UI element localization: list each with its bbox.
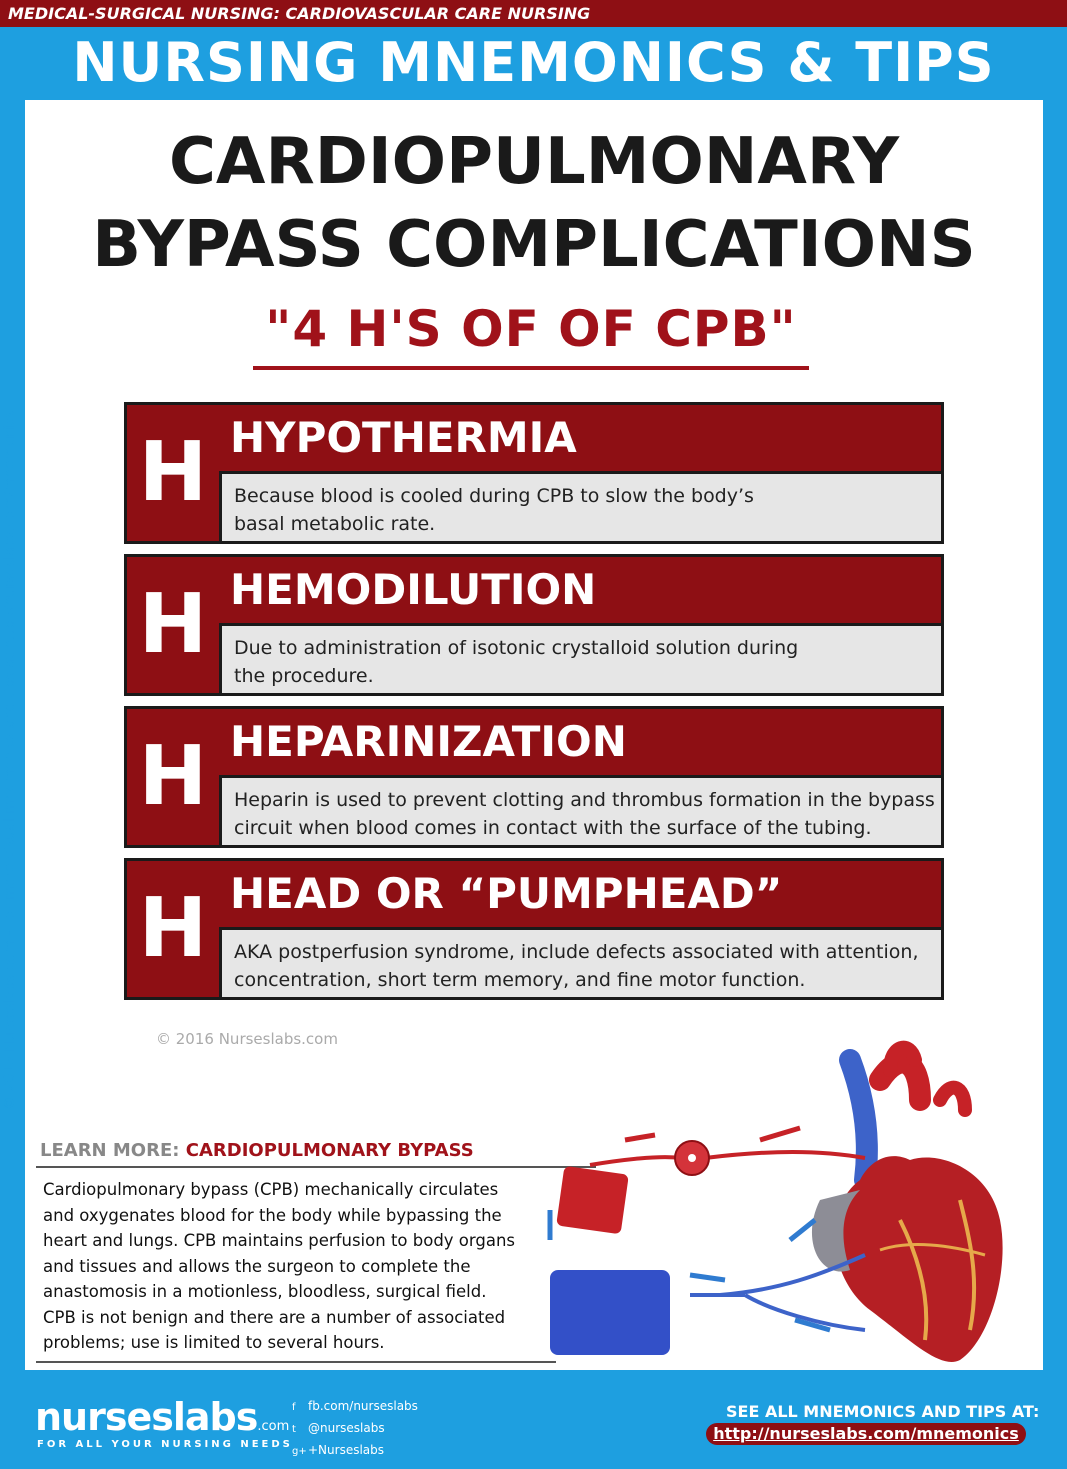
learn-more-topic: CARDIOPULMONARY BYPASS [185,1140,474,1161]
h-card [124,402,944,544]
main-title-line2: BYPASS COMPLICATIONS [92,208,976,282]
googleplus-icon: g+ [292,1446,307,1457]
h-card [124,706,944,848]
learn-more-line: heart and lungs. CPB maintains perfusion to body organs [43,1231,516,1250]
h-desc-line: basal metabolic rate. [234,513,436,535]
social-links [292,1396,418,1462]
twitter-icon: t [292,1424,296,1435]
h-heading: HYPOTHERMIA [230,413,577,462]
learn-more-line: and oxygenates blood for the body while bypassing the [43,1205,502,1225]
h-heading: HEMODILUTION [230,565,597,614]
learn-more-line: CPB is not benign and there are a number of associated [43,1307,506,1327]
mnemonics-link[interactable]: http://nurseslabs.com/mnemonics [706,1423,1026,1445]
divider [36,1166,596,1168]
h-description [219,623,941,693]
h-desc-line: Due to administration of isotonic crystalloid solution during [234,637,799,659]
h-description [219,471,941,541]
h-letter: H [138,577,208,672]
logo-text: nurseslabs [35,1395,258,1439]
learn-more-heading [40,1140,474,1161]
learn-more-line: Cardiopulmonary bypass (CPB) mechanically circulates [43,1180,499,1199]
social-facebook[interactable] [292,1396,418,1418]
main-title-line1: CARDIOPULMONARY [168,125,900,199]
logo-suffix: .com [257,1419,290,1434]
learn-more-label: LEARN MORE: [40,1140,180,1161]
see-all-text: SEE ALL MNEMONICS AND TIPS AT: [726,1402,1040,1421]
subtitle: "4 H'S OF OF CPB" [253,300,809,370]
h-desc-line: circuit when blood comes in contact with the surface of the tubing. [234,817,872,839]
copyright-text: © 2016 Nurseslabs.com [156,1030,338,1048]
h-heading: HEAD OR “PUMPHEAD” [230,869,783,918]
social-twitter[interactable] [292,1418,418,1440]
side-credit-text: © 2015 Nurseslabs.com - For more visual mnemonics and tips at http://nurseslabs.com/mnemonics [2,410,18,1110]
tagline: FOR ALL YOUR NURSING NEEDS [37,1439,293,1450]
learn-more-body [43,1177,523,1356]
learn-more-line: and tissues and allows the surgeon to complete the [43,1256,471,1276]
bypass-illustration [520,1040,1040,1370]
h-description [219,775,941,845]
learn-more-line: anastomosis in a motionless, bloodless, surgical field. [43,1282,487,1301]
divider [36,1361,556,1363]
social-googleplus[interactable] [292,1440,418,1462]
h-desc-line: AKA postperfusion syndrome, include defects associated with attention, [234,941,919,963]
h-desc-line: the procedure. [234,665,374,687]
category-text: MEDICAL-SURGICAL NURSING: CARDIOVASCULAR CARE NURSING [8,4,591,23]
social-text: fb.com/nurseslabs [308,1399,418,1413]
h-letter: H [138,729,208,824]
h-card [124,858,944,1000]
nurseslabs-logo[interactable] [35,1395,289,1439]
h-letter: H [138,881,208,976]
facebook-icon: f [292,1402,296,1413]
social-text: @nurseslabs [308,1421,385,1435]
banner-title: NURSING MNEMONICS & TIPS [72,31,995,94]
h-desc-line: Because blood is cooled during CPB to slow the body’s [234,485,754,507]
h-desc-line: concentration, short term memory, and fine motor function. [234,969,806,991]
social-text: +Nurseslabs [308,1443,385,1457]
h-desc-line: Heparin is used to prevent clotting and thrombus formation in the bypass [234,789,935,811]
h-card [124,554,944,696]
h-heading: HEPARINIZATION [230,717,627,766]
h-letter: H [138,425,208,520]
category-bar [0,0,1067,27]
learn-more-line: problems; use is limited to several hours. [43,1333,385,1352]
h-description [219,927,941,997]
